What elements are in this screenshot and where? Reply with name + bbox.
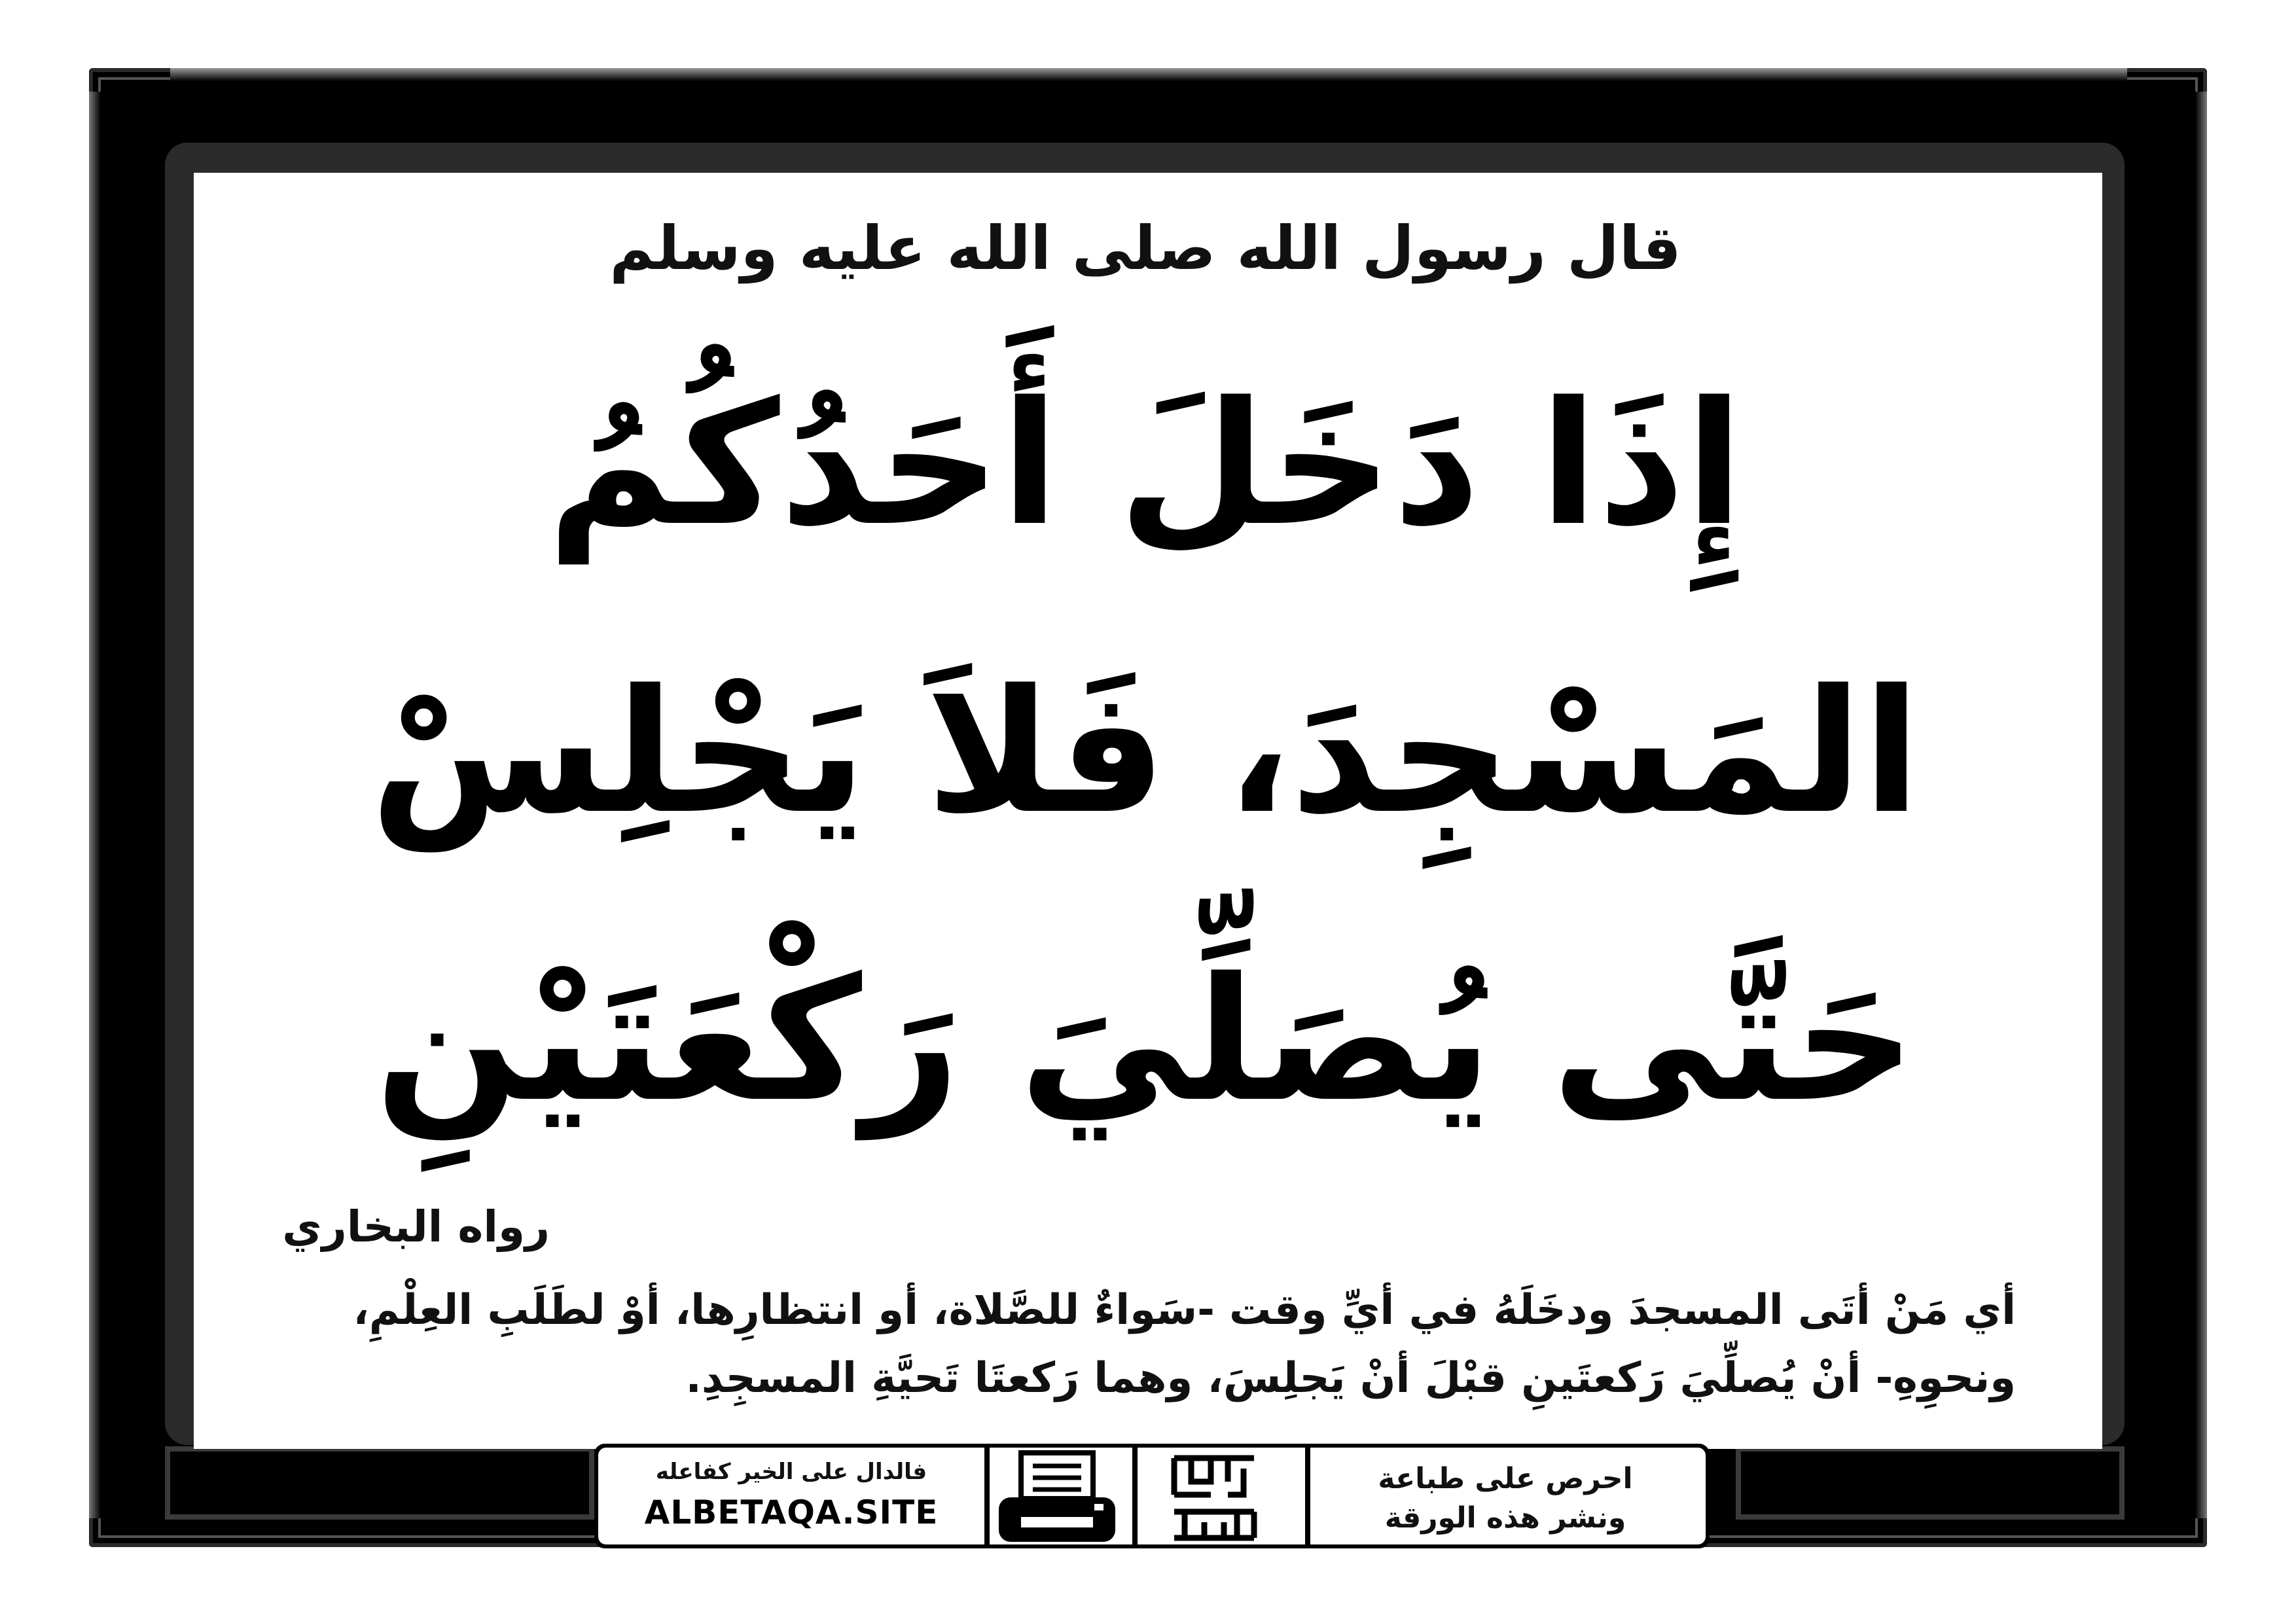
- logo-icon: [1165, 1449, 1263, 1547]
- cta-line-1: احرص على طباعة: [1378, 1462, 1633, 1495]
- hadith-explanation: أي مَنْ أتَى المسجدَ ودخَلَهُ في أيِّ وقت -سَواءٌ للصَّلاة، أو انتظارِها، أوْ لطَلَبِ العِلْمِ، ونحوِهِ- أنْ يُصلِّيَ رَكعتَينِ قبْلَ أنْ يَجلِسَ، وهما رَكعتَا تَحيَّةِ المسجِدِ.: [353, 1286, 2016, 1402]
- frame-left-edge: [89, 92, 101, 1518]
- hadith-source: رواه البخاري: [282, 1202, 550, 1252]
- frame-right-edge: [2195, 92, 2207, 1518]
- hadith-line-3: حَتَّى يُصَلِّيَ رَكْعَتَيْنِ: [374, 942, 1916, 1139]
- frame-bottom-right: [1736, 1446, 2125, 1520]
- hadith-line-2: المَسْجِدَ، فَلاَ يَجْلِسْ: [370, 654, 1921, 851]
- site-url[interactable]: ALBETAQA.SITE: [644, 1493, 939, 1531]
- footer-divider: [1132, 1448, 1138, 1544]
- site-tagline: فالدال على الخير كفاعله: [655, 1459, 927, 1485]
- site-box[interactable]: [598, 1448, 984, 1544]
- printer-icon: [995, 1449, 1119, 1547]
- frame-top-edge: [170, 68, 2127, 81]
- footer-divider: [984, 1448, 990, 1544]
- frame-bottom-left: [165, 1446, 594, 1520]
- cta-line-2: ونشر هذه الورقة: [1384, 1501, 1626, 1535]
- cta-box: [1309, 1448, 1702, 1544]
- hadith-line-1: إِذَا دَخَلَ أَحَدُكُمُ: [547, 366, 1744, 563]
- intro-text: قال رسول الله صلى الله عليه وسلم: [609, 213, 1681, 283]
